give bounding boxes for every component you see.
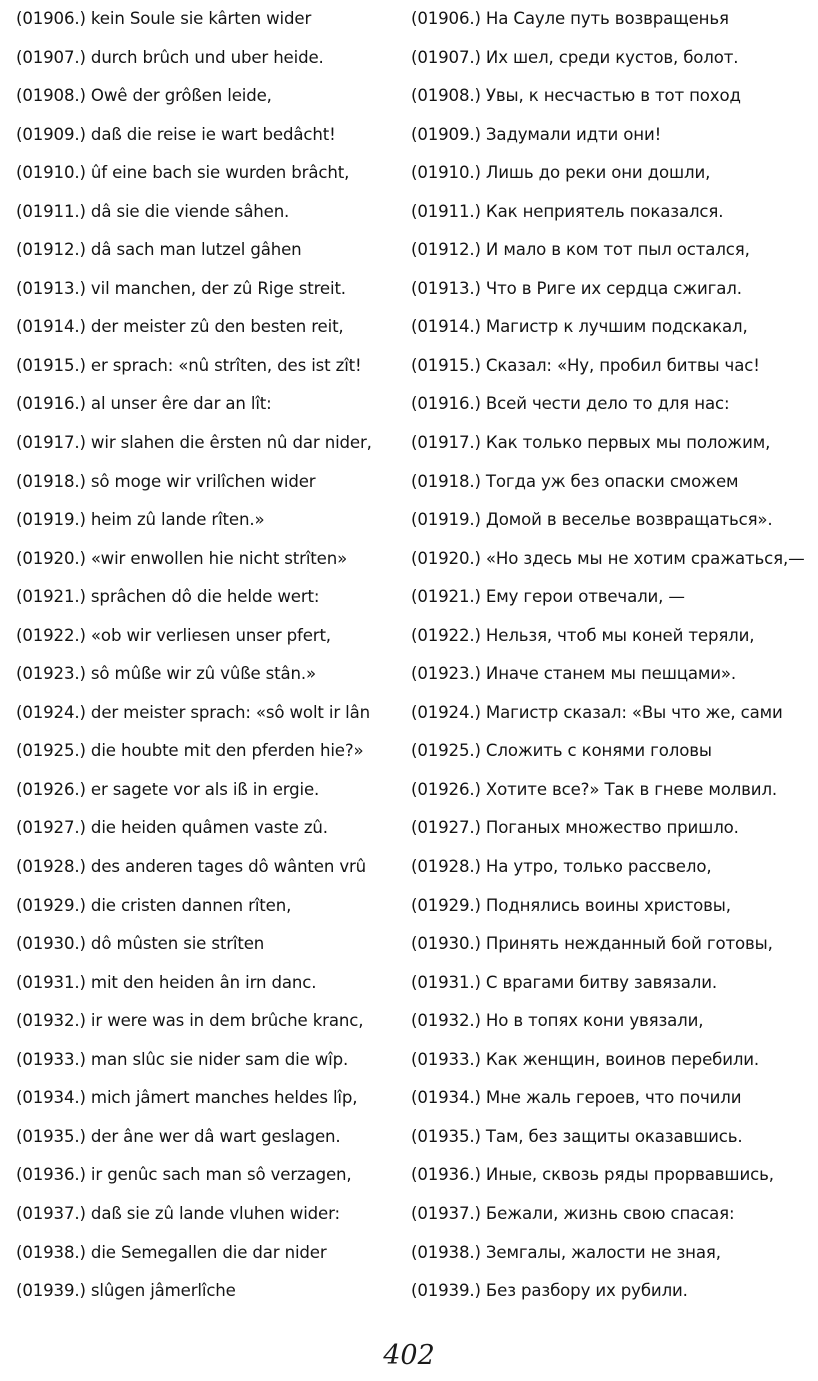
verse-line-translation: (01918.) Тогда уж без опаски сможем — [411, 471, 739, 491]
verse-line-translation: (01919.) Домой в веселье возвращаться». — [411, 510, 773, 530]
verse-line-translation: (01915.) Сказал: «Ну, пробил битвы час! — [411, 355, 760, 375]
german-text-column — [16, 2, 401, 1313]
verse-line-original: (01909.) daß die reise ie wart bedâcht! — [16, 124, 336, 144]
verse-line-original: (01919.) heim zû lande rîten.» — [16, 510, 265, 530]
verse-line-original: (01931.) mit den heiden ân irn danc. — [16, 972, 317, 992]
verse-line-translation: (01923.) Иначе станем мы пешцами». — [411, 664, 737, 684]
verse-line-translation: (01939.) Без разбору их рубили. — [411, 1281, 688, 1301]
verse-line-translation: (01935.) Там, без защиты оказавшись. — [411, 1126, 743, 1146]
verse-line-translation: (01924.) Магистр сказал: «Вы что же, сами — [411, 702, 783, 722]
verse-line-original: (01932.) ir were was in dem brûche kranc, — [16, 1011, 364, 1031]
verse-line-original: (01906.) kein Soule sie kârten wider — [16, 9, 312, 28]
verse-line-original: (01927.) die heiden quâmen vaste zû. — [16, 818, 328, 838]
verse-line-original: (01912.) dâ sach man lutzel gâhen — [16, 240, 302, 260]
verse-line-translation: (01908.) Увы, к несчастью в тот поход — [411, 86, 741, 106]
verse-line-original: (01933.) man slûc sie nider sam die wîp. — [16, 1049, 349, 1069]
verse-line-translation: (01932.) Но в топях кони увязали, — [411, 1011, 704, 1031]
verse-line-original: (01915.) er sprach: «nû strîten, des ist zît! — [16, 355, 362, 375]
verse-line-original: (01908.) Owê der grôßen leide, — [16, 86, 272, 106]
verse-line-original: (01921.) sprâchen dô die helde wert: — [16, 587, 320, 607]
verse-line-translation: (01938.) Земгалы, жалости не зная, — [411, 1242, 721, 1262]
verse-line-original: (01937.) daß sie zû lande vluhen wider: — [16, 1203, 340, 1223]
verse-line-original: (01936.) ir genûc sach man sô verzagen, — [16, 1165, 352, 1185]
verse-line-original: (01926.) er sagete vor als iß in ergie. — [16, 779, 320, 799]
verse-line-original: (01924.) der meister sprach: «sô wolt ir lân — [16, 702, 370, 722]
verse-line-translation: (01926.) Хотите все?» Так в гневе молвил. — [411, 779, 778, 799]
verse-line-translation: (01912.) И мало в ком тот пыл остался, — [411, 240, 750, 260]
verse-line-translation: (01931.) С врагами битву завязали. — [411, 972, 717, 992]
page-number: 402 — [383, 1340, 435, 1371]
verse-line-original: (01907.) durch brûch und uber heide. — [16, 47, 324, 67]
verse-line-translation: (01937.) Бежали, жизнь свою спасая: — [411, 1203, 735, 1223]
verse-line-original: (01922.) «ob wir verliesen unser pfert, — [16, 625, 331, 645]
verse-line-original: (01916.) al unser êre dar an lît: — [16, 394, 272, 414]
verse-line-translation: (01922.) Нельзя, чтоб мы коней теряли, — [411, 625, 755, 645]
verse-line-translation: (01920.) «Но здесь мы не хотим сражаться,— — [411, 548, 805, 568]
verse-line-translation: (01906.) На Сауле путь возвращенья — [411, 9, 729, 28]
verse-line-original: (01913.) vil manchen, der zû Rige streit. — [16, 278, 346, 298]
verse-line-original: (01917.) wir slahen die êrsten nû dar nider, — [16, 433, 372, 453]
verse-line-original: (01914.) der meister zû den besten reit, — [16, 317, 344, 337]
verse-line-original: (01935.) der âne wer dâ wart geslagen. — [16, 1126, 341, 1146]
verse-line-translation: (01930.) Принять нежданный бой готовы, — [411, 934, 773, 954]
verse-line-original: (01918.) sô moge wir vrilîchen wider — [16, 471, 316, 491]
verse-line-translation: (01909.) Задумали идти они! — [411, 124, 662, 144]
verse-line-original: (01930.) dô mûsten sie strîten — [16, 934, 265, 954]
verse-line-translation: (01913.) Что в Риге их сердца сжигал. — [411, 278, 742, 298]
verse-line-translation: (01925.) Сложить с конями головы — [411, 741, 712, 761]
verse-line-original: (01928.) des anderen tages dô wânten vrû — [16, 857, 367, 877]
verse-line-translation: (01936.) Иные, сквозь ряды прорвавшись, — [411, 1165, 774, 1185]
verse-line-translation: (01917.) Как только первых мы положим, — [411, 433, 771, 453]
verse-line-translation: (01910.) Лишь до реки они дошли, — [411, 163, 711, 183]
verse-line-original: (01938.) die Semegallen die dar nider — [16, 1242, 327, 1262]
verse-line-original: (01920.) «wir enwollen hie nicht strîten» — [16, 548, 348, 568]
verse-line-original: (01925.) die houbte mit den pferden hie?» — [16, 741, 364, 761]
verse-line-original: (01923.) sô mûße wir zû vûße stân.» — [16, 664, 317, 684]
verse-line-original: (01929.) die cristen dannen rîten, — [16, 895, 292, 915]
verse-line-original: (01910.) ûf eine bach sie wurden brâcht, — [16, 163, 350, 183]
verse-line-translation: (01934.) Мне жаль героев, что почили — [411, 1088, 742, 1108]
russian-translation-column — [411, 2, 813, 1313]
verse-line-translation: (01927.) Поганых множество пришло. — [411, 818, 739, 838]
verse-line-translation: (01921.) Ему герои отвечали, — — [411, 587, 685, 607]
verse-line-translation: (01914.) Магистр к лучшим подскакал, — [411, 317, 748, 337]
verse-line-original: (01939.) slûgen jâmerlîche — [16, 1281, 236, 1301]
verse-line-translation: (01928.) На утро, только рассвело, — [411, 857, 712, 877]
verse-line-translation: (01933.) Как женщин, воинов перебили. — [411, 1049, 760, 1069]
verse-line-translation: (01907.) Их шел, среди кустов, болот. — [411, 47, 739, 67]
verse-line-translation: (01911.) Как неприятель показался. — [411, 201, 724, 221]
verse-line-original: (01934.) mich jâmert manches heldes lîp, — [16, 1088, 358, 1108]
verse-line-translation: (01929.) Поднялись воины христовы, — [411, 895, 731, 915]
verse-line-original: (01911.) dâ sie die viende sâhen. — [16, 201, 290, 221]
verse-line-translation: (01916.) Всей чести дело то для нас: — [411, 394, 730, 414]
